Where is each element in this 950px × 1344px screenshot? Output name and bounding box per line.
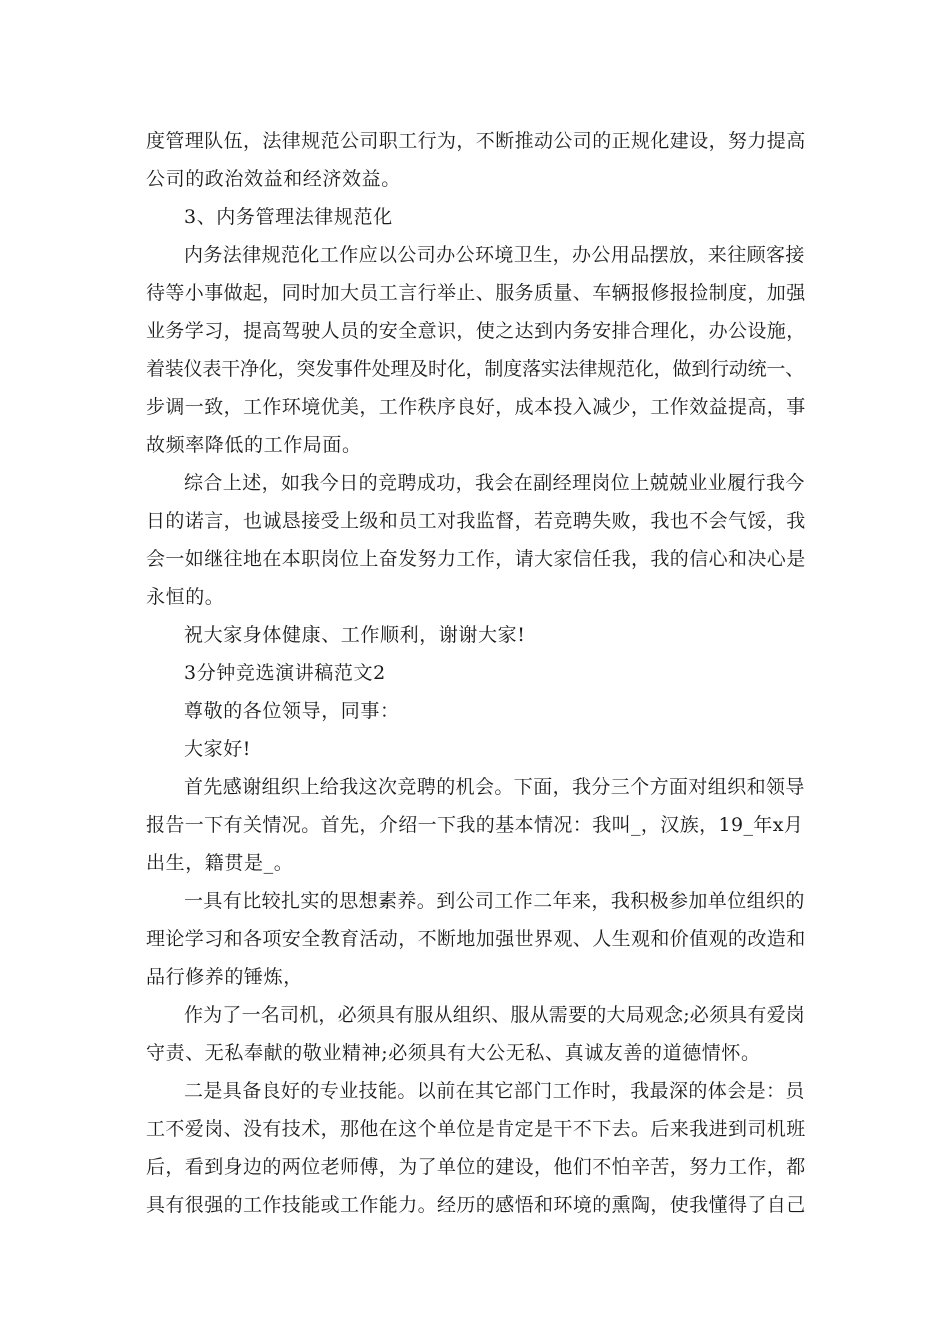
text-line: 公司的政治效益和经济效益。 [146, 168, 401, 190]
text-line: 尊敬的各位领导，同事： [184, 700, 400, 722]
text-line: 品行修养的锤炼， [146, 966, 303, 988]
text-line: 出生，籍贯是_。 [146, 852, 294, 874]
text-line: 守责、无私奉献的敬业精神;必须具有大公无私、真诚友善的道德情怀。 [146, 1042, 761, 1064]
text-line: 业务学习，提高驾驶人员的安全意识，使之达到内务安排合理化，办公设施， [146, 320, 806, 342]
text-line: 二是具备良好的专业技能。以前在其它部门工作时，我最深的体会是：员 [184, 1080, 805, 1102]
text-line: 首先感谢组织上给我这次竞聘的机会。下面，我分三个方面对组织和领导 [184, 776, 805, 798]
text-line: 工不爱岗、没有技术，那他在这个单位是肯定是干不下去。后来我进到司机班 [146, 1118, 806, 1140]
text-line: 祝大家身体健康、工作顺利，谢谢大家! [184, 624, 526, 646]
text-line: 一具有比较扎实的思想素养。到公司工作二年来，我积极参加单位组织的 [184, 890, 805, 912]
text-line: 后，看到身边的两位老师傅，为了单位的建设，他们不怕辛苦，努力工作，都 [146, 1156, 806, 1178]
text-line: 待等小事做起，同时加大员工言行举止、服务质量、车辆报修报捡制度，加强 [146, 282, 806, 304]
text-line: 3分钟竞选演讲稿范文2 [184, 662, 386, 684]
text-line: 步调一致，工作环境优美，工作秩序良好，成本投入减少，工作效益提高，事 [146, 396, 806, 418]
document-body [146, 122, 810, 1224]
text-line: 日的诺言，也诚恳接受上级和员工对我监督，若竞聘失败，我也不会气馁，我 [146, 510, 806, 532]
text-line: 具有很强的工作技能或工作能力。经历的感悟和环境的熏陶，使我懂得了自己 [146, 1194, 806, 1216]
text-line: 内务法律规范化工作应以公司办公环境卫生，办公用品摆放，来往顾客接 [184, 244, 805, 266]
text-line: 理论学习和各项安全教育活动，不断地加强世界观、人生观和价值观的改造和 [146, 928, 806, 950]
text-line: 度管理队伍，法律规范公司职工行为，不断推动公司的正规化建设，努力提高 [146, 130, 806, 152]
text-line: 报告一下有关情况。首先，介绍一下我的基本情况：我叫_，汉族，19_年x月 [146, 814, 804, 836]
text-line: 3、内务管理法律规范化 [184, 206, 393, 228]
text-line: 永恒的。 [146, 586, 225, 608]
text-line: 故频率降低的工作局面。 [146, 434, 362, 456]
text-line: 作为了一名司机，必须具有服从组织、服从需要的大局观念;必须具有爱岗 [184, 1004, 806, 1026]
text-line: 大家好! [184, 738, 252, 760]
text-line: 综合上述，如我今日的竞聘成功，我会在副经理岗位上兢兢业业履行我今 [184, 472, 805, 494]
text-line: 着装仪表干净化，突发事件处理及时化，制度落实法律规范化，做到行动统一、 [146, 358, 805, 380]
text-line: 会一如继往地在本职岗位上奋发努力工作，请大家信任我，我的信心和决心是 [146, 548, 806, 570]
